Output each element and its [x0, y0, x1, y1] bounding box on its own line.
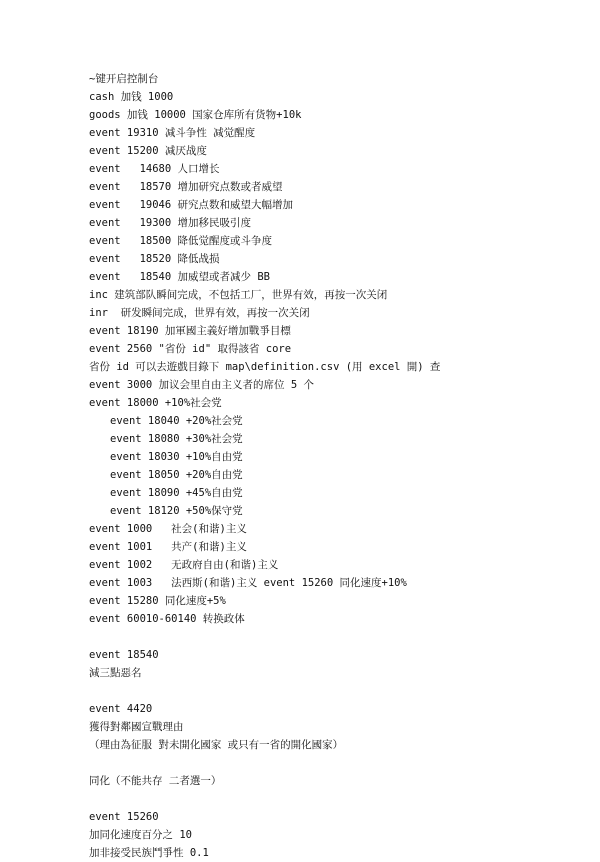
blank-line: [89, 682, 579, 700]
text-line: 加同化速度百分之 10: [89, 829, 192, 841]
text-line: event 14680 人口增长: [89, 163, 220, 175]
text-line-indented: event 18120 +50%保守党: [110, 505, 243, 517]
text-line: event 19046 研究点数和威望大幅增加: [89, 199, 294, 211]
text-line: event 1000 社会(和谐)主义: [89, 523, 247, 535]
text-line: event 15280 同化速度+5%: [89, 595, 226, 607]
text-line: event 15200 减厌战度: [89, 145, 207, 157]
text-line-indented: event 18050 +20%自由党: [110, 469, 243, 481]
text-line: event 18540: [89, 649, 159, 661]
text-line: event 18500 降低觉醒度或斗争度: [89, 235, 273, 247]
text-line: event 3000 加议会里自由主义者的席位 5 个: [89, 379, 315, 391]
text-line: event 19310 减斗争性 减觉醒度: [89, 127, 256, 139]
text-line-indented: event 18090 +45%自由党: [110, 487, 243, 499]
text-line-indented: event 18040 +20%社会党: [110, 415, 243, 427]
text-line: inr 研发瞬间完成，世界有效，再按一次关闭: [89, 307, 310, 319]
text-line: 獲得對鄰國宣戰理由: [89, 721, 184, 733]
text-line-indented: event 18080 +30%社会党: [110, 433, 243, 445]
blank-line: [89, 790, 579, 808]
text-line: event 19300 增加移民吸引度: [89, 217, 252, 229]
text-line: event 18520 降低战损: [89, 253, 220, 265]
text-line: event 18000 +10%社会党: [89, 397, 222, 409]
text-line: event 18190 加軍國主義好增加戰爭目標: [89, 325, 291, 337]
blank-line: [89, 628, 579, 646]
text-line: event 15260: [89, 811, 159, 823]
text-line: event 1002 无政府自由(和谐)主义: [89, 559, 279, 571]
text-line: 同化（不能共存 二者選一）: [89, 775, 222, 787]
blank-line: [89, 754, 579, 772]
text-line-indented: event 18030 +10%自由党: [110, 451, 243, 463]
text-line: event 4420: [89, 703, 153, 715]
text-line: cash 加钱 1000: [89, 91, 174, 103]
text-line: （理由為征服 對未開化國家 或只有一省的開化國家）: [89, 739, 344, 751]
text-line: goods 加钱 10000 国家仓库所有货物+10k: [89, 109, 302, 121]
text-line: event 1003 法西斯(和谐)主义 event 15260 同化速度+10%: [89, 577, 407, 589]
text-line: inc 建筑部队瞬间完成，不包括工厂，世界有效，再按一次关闭: [89, 289, 388, 301]
document-body: [89, 70, 579, 862]
text-line: ~键开启控制台: [89, 73, 159, 85]
text-line: event 1001 共产(和谐)主义: [89, 541, 247, 553]
text-line: 加非接受民族鬥爭性 0.1: [89, 847, 209, 859]
text-line: 省份 id 可以去遊戲目錄下 map\definition.csv (用 excel 開) 查: [89, 361, 441, 373]
text-line: event 2560 "省份 id" 取得該省 core: [89, 343, 292, 355]
text-line: event 60010-60140 转换政体: [89, 613, 245, 625]
text-line: event 18540 加威望或者减少 BB: [89, 271, 270, 283]
text-line: event 18570 增加研究点数或者威望: [89, 181, 283, 193]
text-line: 減三點惡名: [89, 667, 142, 679]
